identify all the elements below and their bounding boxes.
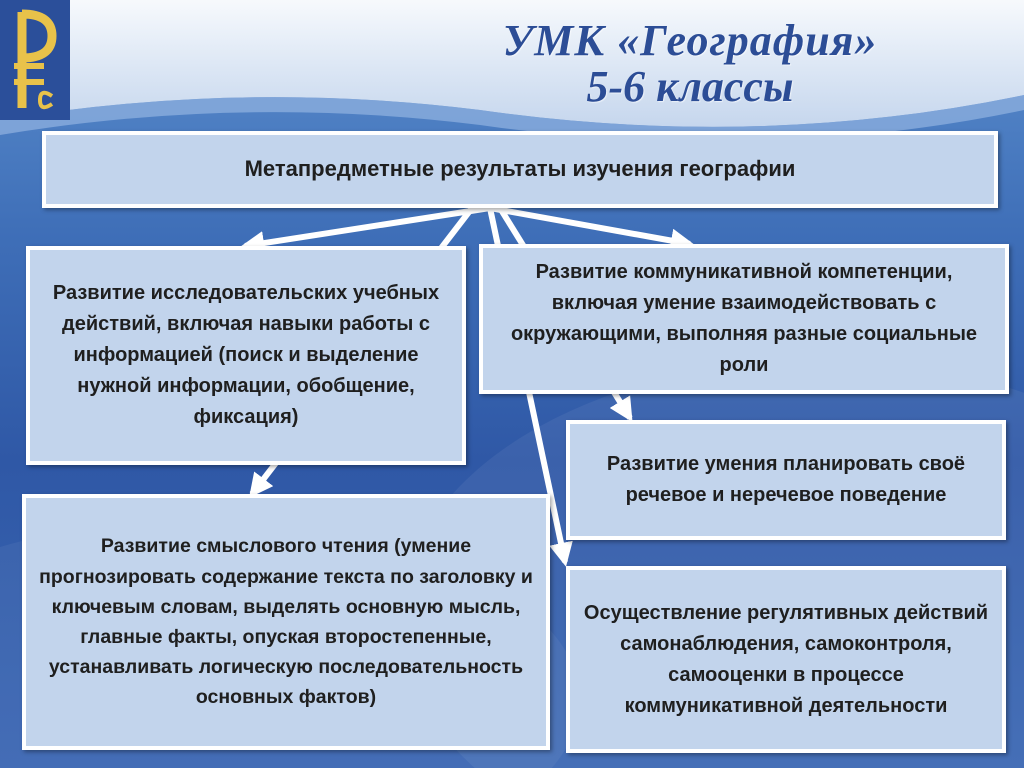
root-node <box>42 131 998 208</box>
node-planning-label: Развитие умения планировать своё речевое и неречевое поведение <box>606 453 966 506</box>
node-regulative <box>566 566 1006 753</box>
node-reading <box>22 494 550 750</box>
root-node-label: Метапредметные результаты изучения географии <box>244 156 796 182</box>
node-planning <box>566 420 1006 540</box>
node-research-label: Развитие исследовательских учебных действий, включая навыки работы с информацией (поиск и выделение нужной информации, обобщение, фиксация) <box>52 282 440 428</box>
node-reading-label: Развитие смыслового чтения (умение прогнозировать содержание текста по заголовку и ключевым словам, выделять основную мысль, главные факты, опуская второстепенные, устанавливать логическую последовательность основных фактов) <box>39 535 533 709</box>
page-title <box>430 18 950 110</box>
title-line-2: 5-6 классы <box>586 62 794 112</box>
node-communicative-label: Развитие коммуникативной компетенции, включая умение взаимодействовать с окружающими, выполняя разные социальные роли <box>510 261 978 376</box>
node-research <box>26 246 466 465</box>
node-communicative <box>479 244 1009 394</box>
node-regulative-label: Осуществление регулятивных действий самонаблюдения, самоконтроля, самооценки в процессе коммуникативной деятельности <box>583 601 989 717</box>
title-line-1: УМК «География» <box>502 16 878 65</box>
logo-emblem <box>0 0 70 120</box>
